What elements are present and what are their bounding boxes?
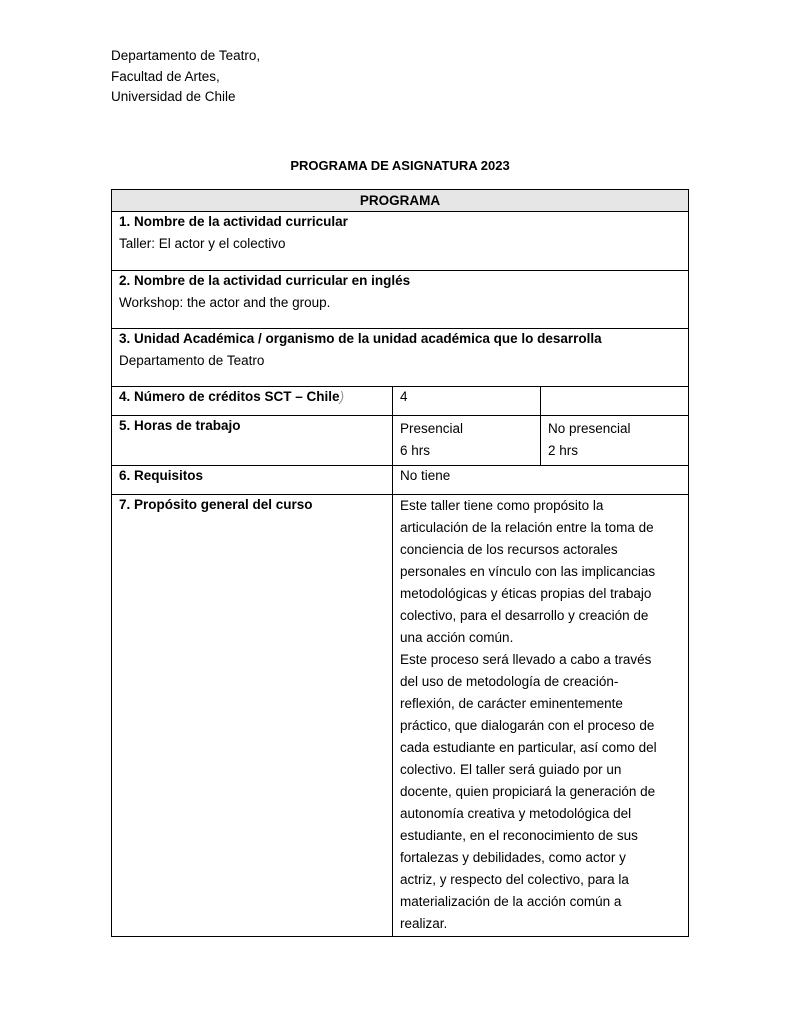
purpose-line: colectivo. El taller será guiado por un xyxy=(400,762,622,777)
purpose-line: articulación de la relación entre la toma de xyxy=(400,520,654,535)
purpose-line: reflexión, de carácter eminentemente xyxy=(400,696,623,711)
purpose-line: cada estudiante en particular, así como del xyxy=(400,740,657,755)
purpose-line: metodológicas y éticas propias del trabajo xyxy=(400,586,652,601)
purpose-line: autonomía creativa y metodológica del xyxy=(400,806,632,821)
purpose-line: colectivo, para el desarrollo y creación de xyxy=(400,608,649,623)
row-value: Taller: El actor y el colectivo xyxy=(119,236,286,251)
purpose-line: actriz, y respecto del colectivo, para la xyxy=(400,872,629,887)
row-value: Departamento de Teatro xyxy=(119,353,265,368)
row-purpose-text xyxy=(392,494,689,937)
purpose-line: personales en vínculo con las implicancias xyxy=(400,564,656,579)
purpose-line: fortalezas y debilidades, como actor y xyxy=(400,850,626,865)
row-credits-value: 4 xyxy=(392,386,541,416)
document-title: PROGRAMA DE ASIGNATURA 2023 xyxy=(290,158,510,173)
row-hours-label: 5. Horas de trabajo xyxy=(111,415,393,466)
purpose-line: materialización de la acción común a xyxy=(400,894,622,909)
row-hours-presencial xyxy=(392,415,541,466)
purpose-line: Este taller tiene como propósito la xyxy=(400,498,604,513)
row-hours-no-presencial xyxy=(540,415,689,466)
institution-header xyxy=(111,46,260,108)
row-credits-label xyxy=(111,386,393,416)
row-label: 4. Número de créditos SCT – Chile xyxy=(119,389,340,404)
row-requirements-value: No tiene xyxy=(392,465,689,495)
row-label: 2. Nombre de la actividad curricular en inglés xyxy=(119,273,411,288)
purpose-line: Este proceso será llevado a cabo a través xyxy=(400,652,652,667)
header-line: Universidad de Chile xyxy=(111,89,236,104)
purpose-line: conciencia de los recursos actorales xyxy=(400,542,618,557)
presencial-label: Presencial xyxy=(400,421,464,436)
row-purpose-label: 7. Propósito general del curso xyxy=(111,494,393,937)
row-activity-name xyxy=(111,211,689,271)
row-requirements-label: 6. Requisitos xyxy=(111,465,393,495)
purpose-line: del uso de metodología de creación- xyxy=(400,674,619,689)
row-label: 3. Unidad Académica / organismo de la unidad académica que lo desarrolla xyxy=(119,331,602,346)
presencial-value: 6 hrs xyxy=(400,443,431,458)
no-presencial-label: No presencial xyxy=(548,421,631,436)
purpose-line: una acción común. xyxy=(400,630,514,645)
table-heading: PROGRAMA xyxy=(111,189,689,212)
header-line: Facultad de Artes, xyxy=(111,68,220,84)
stray-mark: ) xyxy=(339,389,345,404)
row-value: Workshop: the actor and the group. xyxy=(119,295,331,310)
purpose-line: estudiante, en el reconocimiento de sus xyxy=(400,828,638,843)
header-line: Departamento de Teatro, xyxy=(111,48,261,63)
no-presencial-value: 2 hrs xyxy=(548,443,579,458)
row-academic-unit xyxy=(111,328,689,387)
purpose-line: docente, quien propiciará la generación de xyxy=(400,784,656,799)
purpose-line: práctico, que dialogarán con el proceso de xyxy=(400,718,655,733)
row-credits-empty xyxy=(540,386,689,416)
row-activity-name-english xyxy=(111,270,689,329)
row-label: 1. Nombre de la actividad curricular xyxy=(119,214,348,229)
purpose-line: realizar. xyxy=(400,916,448,931)
